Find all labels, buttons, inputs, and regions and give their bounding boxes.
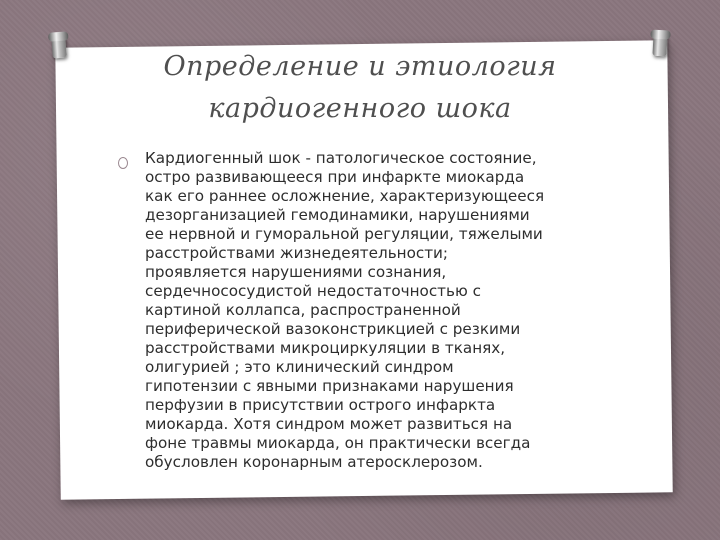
bullet-circle-icon: [118, 157, 128, 169]
paragraph-line: дезорганизацией гемодинамики, нарушениями: [145, 206, 530, 224]
paragraph-line: расстройствами жизнедеятельности;: [145, 244, 449, 262]
paragraph-line: фоне травмы миокарда, он практически всегда: [145, 434, 531, 452]
paragraph-line: олигурией ; это клинический синдром: [145, 358, 454, 376]
paragraph-line: периферической вазоконстрикцией с резкими: [145, 320, 521, 338]
paragraph-line: расстройствами микроциркуляции в тканях,: [145, 339, 506, 357]
paragraph-line: как его раннее осложнение, характеризующееся: [145, 187, 545, 205]
paragraph-line: обусловлен коронарным атеросклерозом.: [145, 453, 483, 471]
bullet-paragraph: [145, 149, 610, 472]
paragraph-line: сердечнососудистой недостаточностью с: [145, 282, 481, 300]
paragraph-line: проявляется нарушениями сознания,: [145, 263, 447, 281]
paragraph-line: перфузии в присутствии острого инфаркта: [145, 396, 496, 414]
slide-title-line: Определение и этиология: [163, 51, 557, 82]
paragraph-line: миокарда. Хотя синдром может развиться на: [145, 415, 513, 433]
slide-title: [0, 46, 720, 130]
paragraph-line: остро развивающееся при инфаркте миокарда: [145, 168, 525, 186]
paragraph-line: Кардиогенный шок - патологическое состояние,: [145, 149, 537, 167]
slide-title-line: кардиогенного шока: [208, 93, 512, 124]
paragraph-line: гипотензии с явными признаками нарушения: [145, 377, 514, 395]
paragraph-line: ее нервной и гуморальной регуляции, тяжелыми: [145, 225, 543, 243]
paragraph-line: картиной коллапса, распространенной: [145, 301, 461, 319]
